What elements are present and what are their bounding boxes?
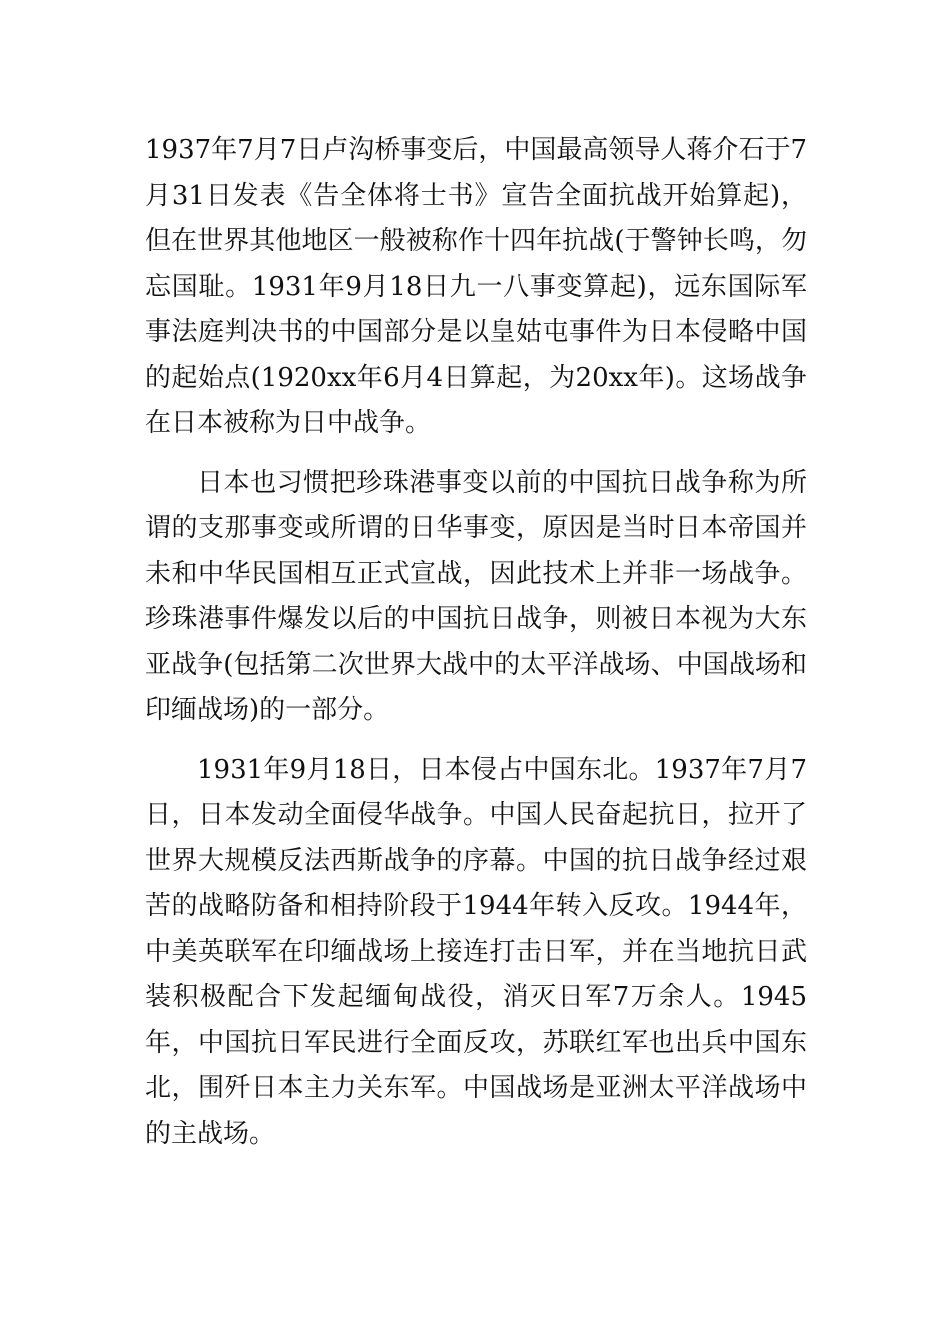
paragraph-1: 1937年7月7日卢沟桥事变后，中国最高领导人蒋介石于7月31日发表《告全体将士书》宣告全面抗战开始算起)，但在世界其他地区一般被称作十四年抗战(于警钟长鸣，勿忘国耻。1931年9月18日九一八事变算起)，远东国际军事法庭判决书的中国部分是以皇姑屯事件为日本侵略中国的起始点(1920xx年6月4日算起，为20xx年)。这场战争在日本被称为日中战争。 xyxy=(145,135,807,438)
document-body xyxy=(145,128,807,1157)
paragraph-3: 1931年9月18日，日本侵占中国东北。1937年7月7日，日本发动全面侵华战争。中国人民奋起抗日，拉开了世界大规模反法西斯战争的序幕。中国的抗日战争经过艰苦的战略防备和相持阶段于1944年转入反攻。1944年，中美英联军在印缅战场上接连打击日军，并在当地抗日武装积极配合下发起缅甸战役，消灭日军7万余人。1945年，中国抗日军民进行全面反攻，苏联红军也出兵中国东北，围歼日本主力关东军。中国战场是亚洲太平洋战场中的主战场。 xyxy=(145,754,807,1149)
paragraph-2: 日本也习惯把珍珠港事变以前的中国抗日战争称为所谓的支那事变或所谓的日华事变，原因是当时日本帝国并未和中华民国相互正式宣战，因此技术上并非一场战争。珍珠港事件爆发以后的中国抗日战争，则被日本视为大东亚战争(包括第二次世界大战中的太平洋战场、中国战场和印缅战场)的一部分。 xyxy=(145,467,807,725)
